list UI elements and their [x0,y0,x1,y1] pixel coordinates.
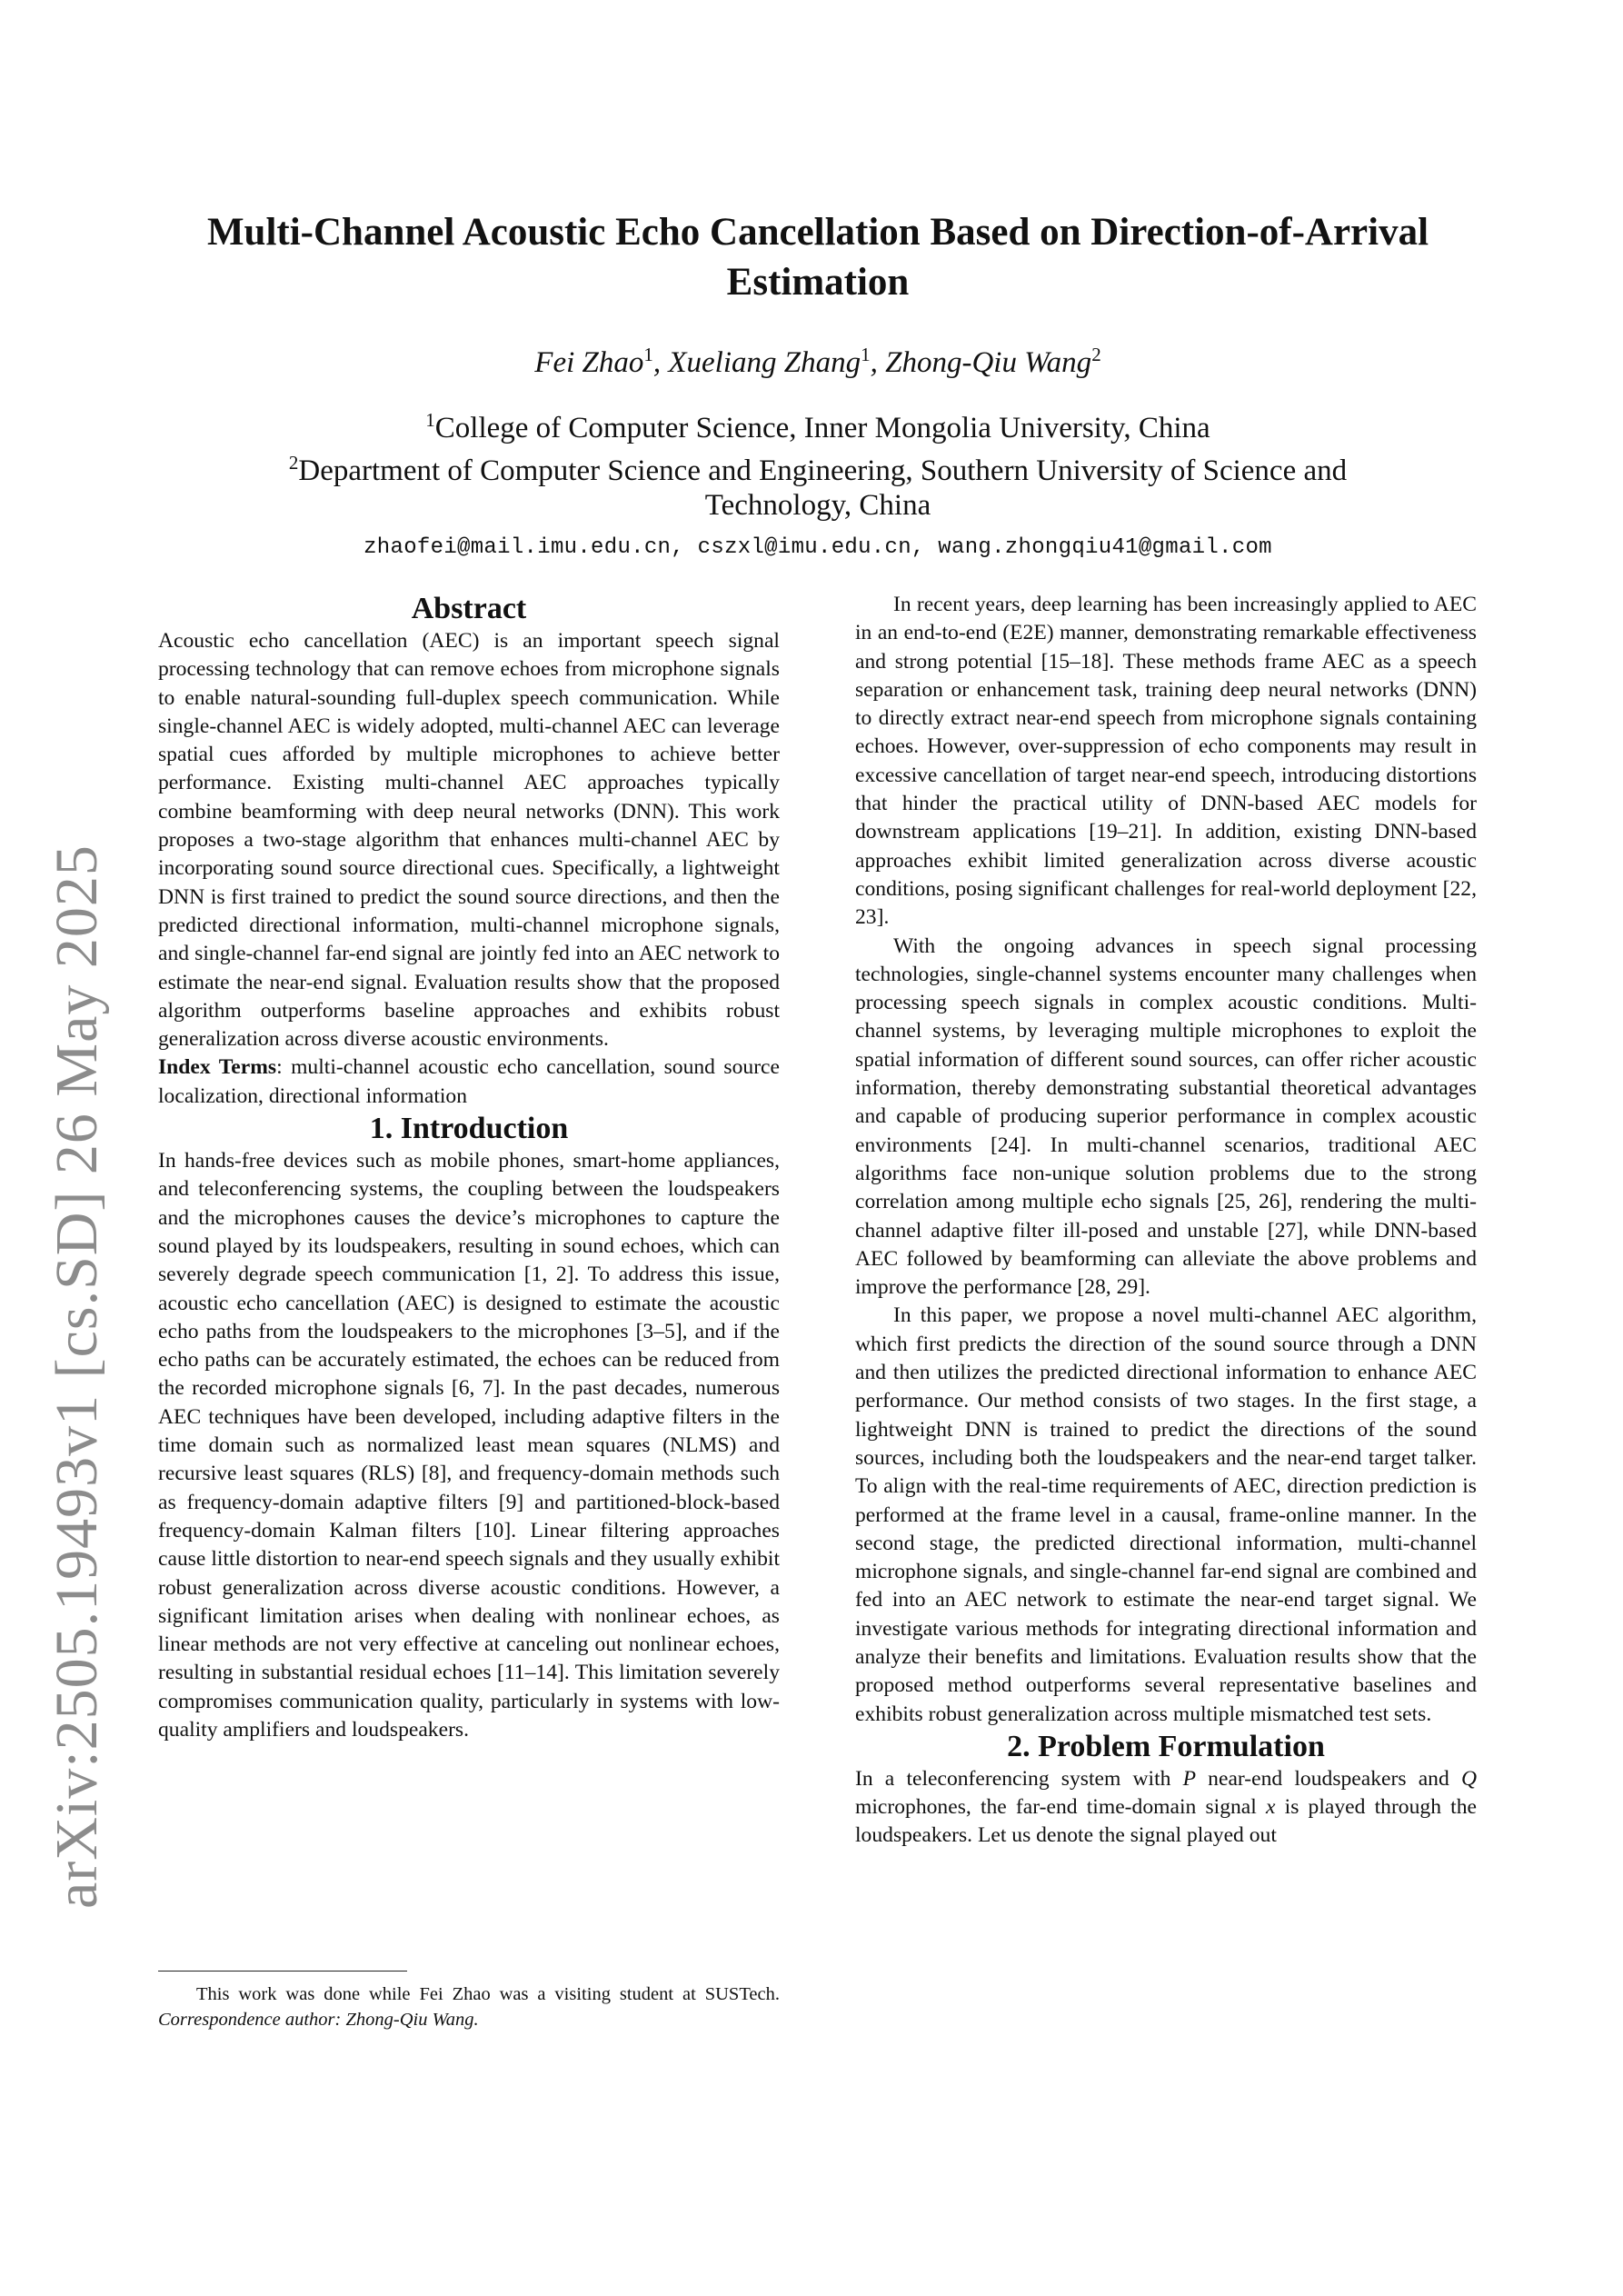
intro-paragraph-2: In recent years, deep learning has been increasingly applied to AEC in an end-to-end (E2E) manner, demonstrating remarkable effectiveness and strong potential [15–18]. These methods frame AEC as a speech separation or enhancement task, training deep neural networks (DNN) to directly extract near-end speech from microphone signals containing echoes. However, over-suppression of echo components may result in excessive cancellation of target near-end speech, introducing distortions that hinder the practical utility of DNN-based AEC models for downstream applications [19–21]. In addition, existing DNN-based approaches exhibit limited generalization across diverse acoustic conditions, posing significant challenges for real-world deployment [22, 23]. [855,593,1477,930]
problem-paragraph-1: In a teleconferencing system with P near-end loudspeakers and Q microphones, the far-end time-domain signal x is played through the loudspeakers. Let us denote the signal played out [855,1766,1477,1848]
footnote-correspondence: Correspondence author: Zhong-Qiu Wang. [158,2010,479,2030]
intro-paragraph-1: In hands-free devices such as mobile phones, smart-home appliances, and teleconferencing systems, the coupling between the loudspeakers and the microphones causes the device’s microphones to capture the sound played by its loudspeakers, resulting in sound echoes, which can severely degrade speech communication [1, 2]. To address this issue, acoustic echo cancellation (AEC) is designed to estimate the acoustic echo paths from the loudspeakers to the microphones [3–5], and if the echo paths can be accurately estimated, the echoes can be reduced from the recorded microphone signals [6, 7]. In the past decades, numerous AEC techniques have been developed, including adaptive filters in the time domain such as normalized least mean squares (NLMS) and recursive least squares (RLS) [8], and frequency-domain methods such as frequency-domain adaptive filters [9] and partitioned-block-based frequency-domain Kalman filters [10]. Linear filtering approaches cause little distortion to near-end speech signals and they usually exhibit robust generalization across diverse acoustic conditions. However, a significant limitation arises when dealing with nonlinear echoes, as linear methods are not very effective at canceling out nonlinear echoes, resulting in substantial residual echoes [11–14]. This limitation severely compromises communication quality, particularly in systems with low-quality amplifiers and loudspeakers. [158,1149,780,1742]
index-terms [158,1053,780,1111]
index-terms-text: : multi-channel acoustic echo cancellation, sound source localization, directional information [158,1055,780,1108]
math-symbol-x: x [1265,1795,1276,1820]
affiliation-2: $^2$Department of Computer Science and Engineering, Southern University of Science and [288,452,1348,487]
introduction-heading: 1. Introduction [369,1112,569,1146]
author-name: Xueliang Zhang [668,346,861,379]
author-emails: zhaofei@mail.imu.edu.cn, cszxl@imu.edu.cn, wang.zhongqiu41@gmail.com [363,535,1272,560]
intro-paragraph-3: With the ongoing advances in speech signal processing technologies, single-channel systems encounter many challenges when processing speech signals in complex acoustic conditions. Multi-channel systems, by leveraging multiple microphones to exploit the spatial information of different sound sources, can offer richer acoustic information, thereby demonstrating substantial theoretical advantages and capable of producing superior performance in complex acoustic environments [24]. In multi-channel scenarios, traditional AEC algorithms face non-unique solution problems due to the strong correlation among multiple echo signals [25, 26], rendering the multi-channel adaptive filter ill-posed and unstable [27], while DNN-based AEC followed by beamforming can alleviate the above problems and improve the performance [28, 29]. [855,933,1477,1300]
paper-header [182,207,1454,560]
footnote-text: This work was done while Fei Zhao was a visiting student at SUSTech. [196,1984,780,2004]
right-column [855,591,1477,1851]
arxiv-identifier: arXiv:2505.19493v1 [cs.SD] 26 May 2025 [44,844,110,1909]
affiliation-2-cont: Technology, China [704,489,931,522]
author-name: Zhong-Qiu Wang [885,346,1092,379]
problem-formulation-heading: 2. Problem Formulation [1007,1729,1325,1763]
author-affiliation-mark: 1 [643,344,653,365]
intro-paragraph-4: In this paper, we propose a novel multi-channel AEC algorithm, which first predicts the direction of the sound source through a DNN and then utilizes the predicted directional information to enhance AEC performance. Our method consists of two stages. In the first stage, a lightweight DNN is trained to predict the directions of the sound sources, including both the loudspeakers and the near-end target talker. To align with the real-time requirements of AEC, direction prediction is performed at the frame level in a causal, frame-online manner. In the second stage, the predicted directional information, multi-channel microphone signals, and single-channel far-end signal are combined and fed into an AEC network to estimate the near-end target signal. We investigate various methods for integrating directional information and analyze their benefits and limitations. Evaluation results show that the proposed method outperforms several representative baselines and exhibits robust generalization across multiple mismatched test sets. [855,1303,1477,1726]
author-list: Fei Zhao$^1$, Xueliang Zhang$^1$, Zhong-Qiu Wang$^2$ [534,344,1101,379]
author-affiliation-mark: 1 [861,344,871,365]
title-line-2: Estimation [726,261,910,304]
index-terms-label: Index Terms [158,1055,277,1080]
abstract-body: Acoustic echo cancellation (AEC) is an important speech signal processing technology that can remove echoes from microphone signals to enable natural-sounding full-duplex speech communication. While single-channel AEC is widely adopted, multi-channel AEC can leverage spatial cues afforded by multiple microphones to achieve better performance. Existing multi-channel AEC approaches typically combine beamforming with deep neural networks (DNN). This work proposes a two-stage algorithm that enhances multi-channel AEC by incorporating sound source directional cues. Specifically, a lightweight DNN is first trained to predict the sound source directions, and then the predicted directional information, multi-channel microphone signals, and single-channel far-end signal are jointly fed into an AEC network to estimate the near-end signal. Evaluation results show that the proposed algorithm outperforms baseline approaches and exhibits robust generalization across diverse acoustic environments. [158,629,780,1052]
abstract-heading: Abstract [411,592,527,625]
footnote-rule [158,1971,407,1972]
paper-title [182,207,1454,307]
title-line-1: Multi-Channel Acoustic Echo Cancellation Based on Direction-of-Arrival [206,211,1429,254]
footnote [158,1982,780,2032]
author-name: Fei Zhao [534,346,644,379]
author-affiliation-mark: 2 [1091,344,1101,365]
affiliations [182,403,1454,523]
math-symbol-p: P [1182,1766,1197,1791]
math-symbol-q: Q [1460,1766,1477,1791]
left-column [158,591,780,1744]
affiliation-1: $^1$College of Computer Science, Inner Mongolia University, China [425,409,1210,444]
